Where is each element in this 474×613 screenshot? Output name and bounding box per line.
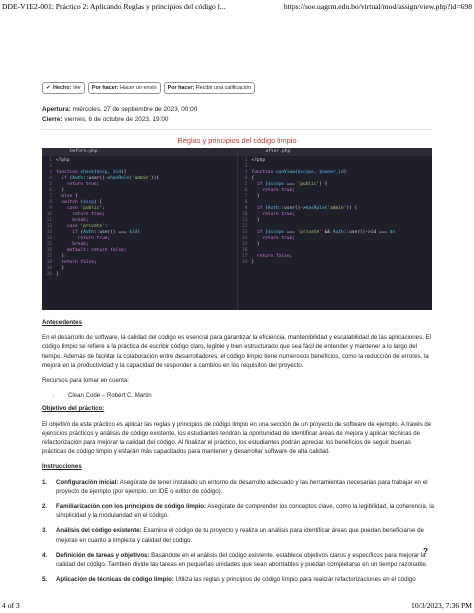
line-number: 15: [46, 242, 52, 247]
line-number: 5: [49, 182, 52, 187]
antecedentes-text: En el desarrollo de software, la calidad del código es esencial para garantizar la eficiencia, mantenibilidad y escalabilidad de las aplicaciones. El código limpio se refiere a la práctica de escribir código claro, legible y bien estructurado que sea fácil de entender y mantener a lo largo del tiempo. Además de facilitar la colaboración entre desarrolladores, el código limpio tiene numerosos beneficios, como la reducción de errores, la mejora en la productividad y la capacidad de responder a cambios en los requisitos del proyecto.: [42, 334, 431, 369]
instrucciones-heading: Instrucciones: [42, 463, 82, 471]
after-code-block: [238, 156, 433, 266]
instructions-list: [42, 478, 434, 585]
code-text: return true;: [77, 236, 111, 241]
line-number: 19: [46, 266, 52, 271]
todo2-label: Por hacer:: [167, 85, 195, 91]
done-value: Ver: [72, 85, 81, 91]
line-number: 3: [49, 170, 52, 175]
line-number: 17: [242, 254, 248, 259]
objetivo-heading: Objetivo del práctico:: [42, 405, 105, 413]
code-text: switch ($scp) {: [61, 200, 103, 205]
code-text: {: [251, 176, 255, 181]
line-number: 16: [46, 248, 52, 253]
code-text: }: [251, 218, 260, 223]
instruction-text: Utiliza las reglas y principios de código limpio para realizar refactorizaciones en el código: [173, 576, 416, 584]
resource-item-text: Clean Code – Robert C. Martin: [68, 392, 152, 400]
code-text: }: [251, 242, 260, 247]
todo1-label: Por hacer:: [91, 85, 119, 91]
line-number: 9: [244, 206, 248, 211]
instruction-number: 5.: [42, 576, 48, 584]
line-number: 8: [244, 200, 248, 205]
completion-todo-grade-badge: [164, 82, 255, 94]
line-number: 11: [46, 218, 52, 223]
code-text: }: [56, 254, 65, 259]
code-text: if ($scope === 'private' && Auth::user()->id === $o: [256, 230, 396, 235]
instruction-title: Configuración inicial:: [56, 478, 119, 486]
open-date-label: Apertura:: [42, 106, 71, 113]
line-number: 2: [49, 164, 52, 169]
instruction-item: [42, 478, 434, 496]
line-number: 18: [242, 260, 248, 265]
line-number: 7: [49, 194, 52, 199]
code-text: }: [251, 194, 260, 199]
code-text: return true;: [72, 212, 105, 217]
print-datetime: 10/3/2023, 7:36 PM: [411, 601, 472, 610]
completion-done-badge: [42, 82, 85, 94]
instruction-title: Familiarización con los principios de código limpio:: [56, 503, 206, 511]
list-bullet: ·: [52, 392, 55, 400]
line-number: 10: [242, 212, 248, 217]
line-number: 4: [49, 176, 52, 181]
line-number: 10: [46, 212, 52, 217]
line-number: 18: [46, 260, 52, 265]
after-file-tab: after.php: [238, 148, 433, 156]
instruction-text: Basándote en el análisis del código existente, establece objetivos claros y específicos para mejorar la calidad del código. También divide las tareas en pequeñas unidades que sean abordables y puedan completarse en un tiempo razonable.: [56, 551, 428, 569]
resources-label: Recursos para tomar en cuenta:: [42, 377, 130, 385]
line-number: 11: [242, 218, 248, 223]
line-number: 4: [244, 176, 248, 181]
code-text: case 'private':: [66, 224, 108, 229]
open-date-value: miércoles, 27 de septiembre de 2023, 00:00: [72, 106, 198, 113]
help-icon[interactable]: ?: [423, 547, 428, 556]
objetivo-text: El objetivo de este práctico es aplicar las reglas y principios de código limpio en una sección de un proyecto de software de ejemplo. A través de ejercicios prácticos y análisis de código existente, los estudiantes tendrán la oportunidad de identificar áreas de mejora y aplicar técnicas de refactorización para mejorar la calidad del código. Al finalizar el práctico, los estudiantes podrán apreciar los beneficios de seguir buenas prácticas de código limpio y estarán más capacitados para mantener y desarrollar software de alta calidad.: [42, 420, 432, 456]
line-number: 12: [46, 224, 52, 229]
line-number: 6: [49, 188, 52, 193]
line-number: 13: [242, 230, 248, 235]
code-text: <?php: [251, 158, 266, 163]
line-number: 14: [46, 236, 52, 241]
resources-list: [52, 391, 434, 400]
code-text: if ($scope === 'public') {: [256, 182, 328, 187]
line-number: 1: [49, 158, 52, 163]
code-text: default: return false;: [66, 248, 127, 253]
line-number: 9: [49, 206, 52, 211]
open-date-row: [42, 105, 197, 115]
antecedentes-heading: Antecedentes: [42, 319, 82, 326]
instruction-title: Análisis del código existente:: [56, 527, 142, 535]
code-text: break;: [72, 242, 89, 247]
before-file-tab: before.php: [42, 148, 237, 156]
line-number: 5: [244, 182, 248, 187]
instruction-item: [42, 575, 434, 584]
done-label: Hecho:: [53, 85, 72, 91]
code-text: function check($scp, $id){: [56, 170, 127, 175]
todo2-value: Recibir una calificación: [195, 85, 251, 91]
line-number: 1: [244, 158, 248, 163]
checkmark-icon: ✔: [46, 85, 51, 91]
instruction-item: [42, 551, 434, 569]
completion-todo-submit-badge: [88, 82, 161, 94]
line-number: 15: [242, 242, 248, 247]
before-code-block: [42, 156, 237, 278]
line-number: 16: [242, 248, 248, 253]
code-text: }: [56, 266, 65, 271]
code-text: if (Auth::user()->hasRole('admin')){: [61, 176, 159, 181]
instruction-number: 3.: [42, 527, 48, 535]
line-number: 6: [244, 188, 248, 193]
code-text: }: [56, 272, 59, 277]
assignment-dates: [42, 105, 197, 125]
code-text: }: [251, 260, 255, 265]
due-date-row: [42, 115, 197, 125]
code-text: }: [56, 188, 65, 193]
todo1-value: Hacer un envío: [120, 85, 157, 91]
instruction-text: Asegúrate de comprender los conceptos clave, como la legibilidad, la coherencia, la simplicidad y la modularidad en el código.: [56, 503, 434, 520]
code-text: break;: [72, 218, 89, 223]
completion-badges: [42, 82, 255, 94]
print-footer: [0, 600, 474, 613]
line-number: 14: [242, 236, 248, 241]
resource-item: [52, 391, 434, 400]
instruction-text: Asegúrate de tener instalado un entorno de desarrollo adecuado y las herramientas necesarias para trabajar en el proyecto de ejemplo (por ejemplo, un IDE o editor de código).: [56, 478, 428, 495]
line-number: 12: [242, 224, 248, 229]
instruction-item: [42, 526, 434, 544]
print-header: [0, 0, 474, 14]
instruction-item: [42, 502, 434, 520]
print-header-title: DDE-V1E2-001: Práctico 2: Aplicando Reglas y principios del código l...: [2, 2, 226, 11]
code-text: if (Auth::user()->hasRole('admin')) {: [256, 206, 358, 211]
instruction-number: 4.: [42, 551, 48, 559]
code-text: return true;: [262, 236, 295, 241]
line-number: 7: [244, 194, 248, 199]
code-text: if (Auth::user() === $id): [72, 230, 141, 235]
code-text: <?php: [56, 158, 70, 163]
document-title: Reglas y principios del código limpio: [177, 136, 297, 145]
line-number: 3: [244, 170, 248, 175]
divider: [42, 129, 432, 130]
instruction-title: Aplicación de técnicas de código limpio:: [56, 576, 174, 584]
assignment-description: [42, 318, 434, 590]
line-number: 20: [46, 272, 52, 277]
code-text: else {: [61, 194, 78, 199]
line-number: 17: [46, 254, 52, 259]
due-date-label: Cierre:: [42, 116, 63, 123]
before-code-pane: [42, 148, 237, 310]
instruction-title: Definición de tareas y objetivos:: [56, 551, 150, 559]
code-text: return true;: [262, 212, 295, 217]
instruction-text: Examina el código de tu proyecto y realiza un análisis para identificar áreas que puedan beneficiarse de mejoras en cuanto a limpieza y calidad del código.: [56, 527, 424, 544]
line-number: 2: [244, 164, 248, 169]
line-number: 8: [49, 200, 52, 205]
code-comparison-image: [42, 148, 432, 310]
code-text: return false;: [256, 254, 293, 259]
after-code-pane: [237, 148, 433, 310]
instruction-number: 2.: [42, 503, 48, 511]
code-text: function canView($scope, $owner_id): [251, 170, 347, 175]
code-text: return true;: [262, 188, 295, 193]
code-text: return true;: [66, 182, 100, 187]
page-number: 4 of 3: [2, 601, 20, 610]
code-text: return false;: [61, 260, 97, 265]
code-line: [238, 260, 433, 266]
due-date-value: viernes, 6 de octubre de 2023, 19:00: [64, 116, 169, 123]
instruction-number: 1.: [42, 478, 48, 486]
line-number: 13: [46, 230, 52, 235]
code-text: case 'public':: [66, 206, 105, 211]
code-line: [42, 272, 237, 278]
print-header-url: https://soe.uagrm.edu.bo/virtual/mod/assign/view.php?id=698: [283, 2, 472, 11]
